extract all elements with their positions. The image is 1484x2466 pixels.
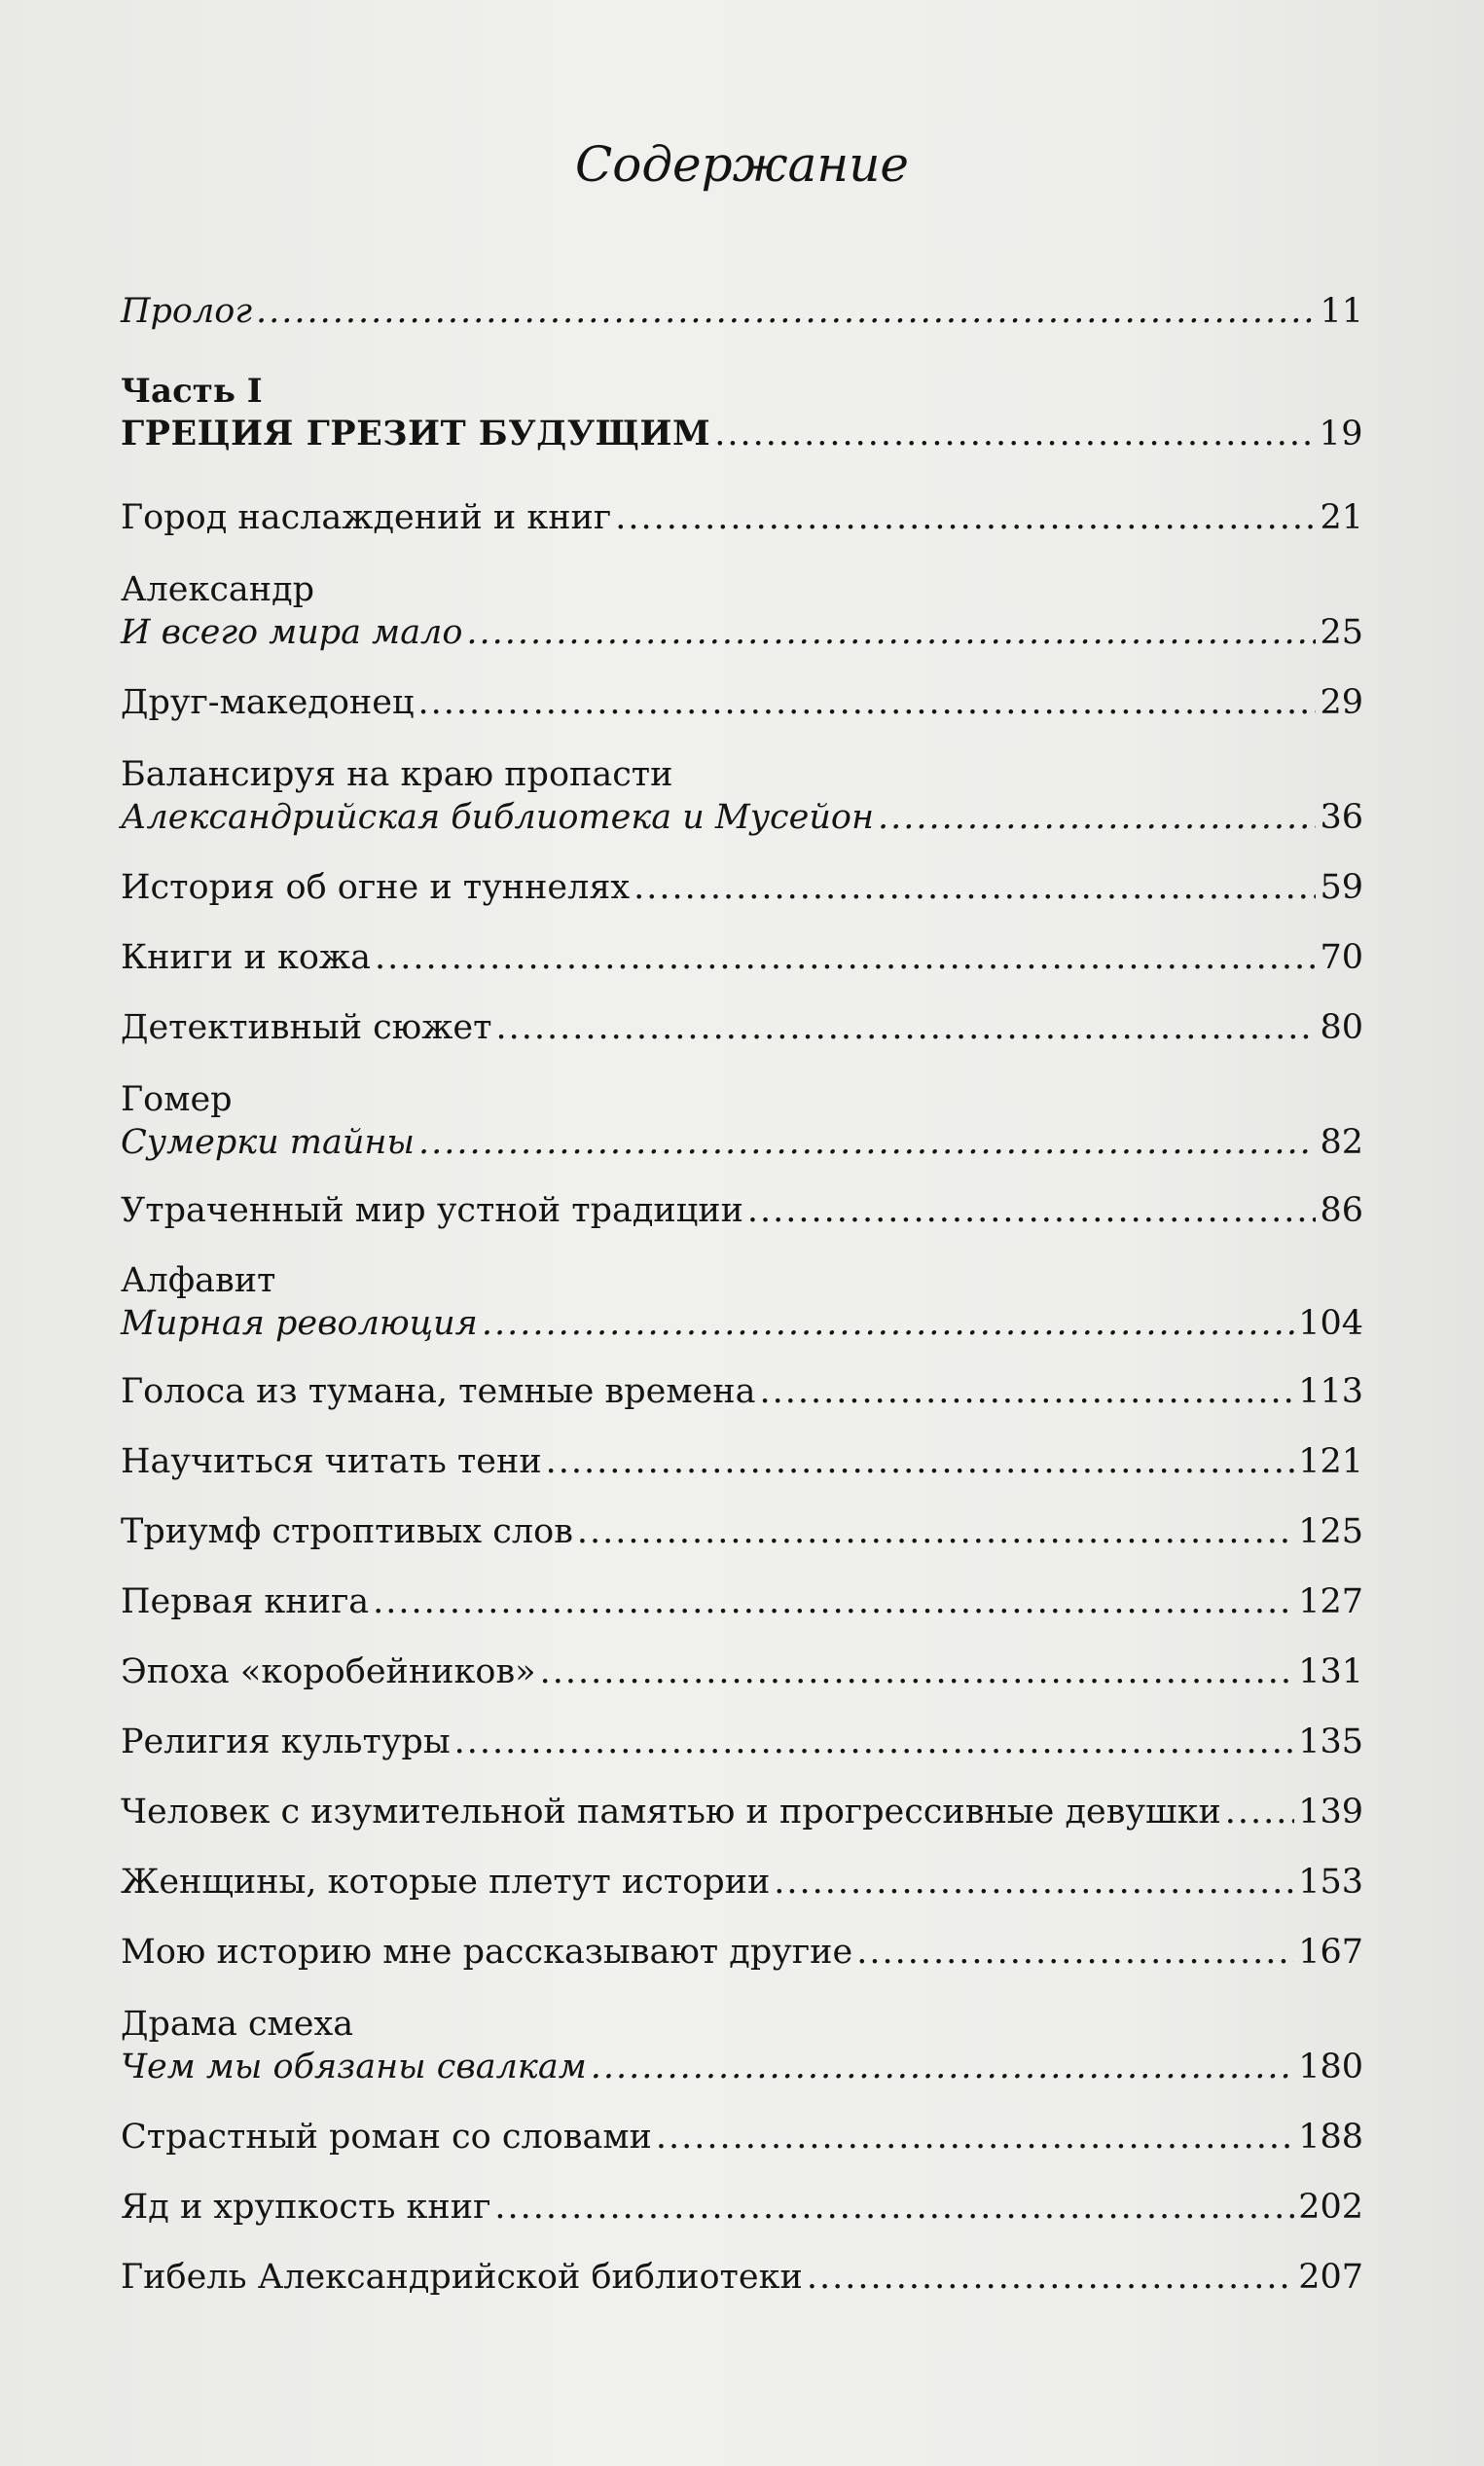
dot-leader xyxy=(256,290,1316,333)
toc-line xyxy=(121,796,1363,839)
dot-leader xyxy=(466,611,1316,654)
toc-line xyxy=(121,866,1363,909)
dot-leader xyxy=(774,1861,1294,1904)
toc-entry xyxy=(121,1650,1363,1693)
toc-page-number: 113 xyxy=(1298,1372,1363,1411)
dot-leader xyxy=(496,1006,1317,1049)
toc-page-number: 121 xyxy=(1298,1442,1363,1481)
toc-entry xyxy=(121,681,1363,724)
toc-entry-title: Яд и хрупкость книг xyxy=(121,2188,491,2227)
toc-entry xyxy=(121,1440,1363,1483)
dot-leader xyxy=(714,413,1315,455)
toc-page-number: 29 xyxy=(1320,683,1363,722)
toc-entry xyxy=(121,568,1363,654)
dot-leader xyxy=(759,1370,1294,1413)
toc-entry-subtitle: Балансируя на краю пропасти xyxy=(121,755,673,794)
toc-entry xyxy=(121,290,1363,333)
toc-entry xyxy=(121,1931,1363,1974)
toc-line xyxy=(121,1006,1363,1049)
toc-entry xyxy=(121,2186,1363,2229)
toc-line xyxy=(121,290,1363,333)
toc-entry xyxy=(121,1006,1363,1049)
toc-line xyxy=(121,611,1363,654)
toc-entry xyxy=(121,1510,1363,1553)
toc-page-number: 207 xyxy=(1298,2258,1363,2297)
toc-entry-title: Триумф строптивых слов xyxy=(121,1512,573,1551)
toc-line xyxy=(121,936,1363,979)
toc-entry xyxy=(121,1078,1363,1164)
toc-page-number: 188 xyxy=(1298,2118,1363,2157)
dot-leader xyxy=(856,1931,1294,1974)
dot-leader xyxy=(546,1440,1295,1483)
toc-line xyxy=(121,1791,1363,1833)
toc-entry-title: Друг-македонец xyxy=(121,683,415,722)
toc-entry-title: Александрийская библиотека и Мусейон xyxy=(121,798,875,837)
toc-entry-title: Гибель Александрийской библиотеки xyxy=(121,2258,803,2297)
toc-page-number: 82 xyxy=(1320,1123,1363,1162)
toc-line xyxy=(121,1650,1363,1693)
toc-page-number: 59 xyxy=(1320,868,1363,907)
toc-page-number: 153 xyxy=(1298,1863,1363,1902)
toc-entry-subtitle: Александр xyxy=(121,570,315,609)
toc-entry-title: Научиться читать тени xyxy=(121,1442,542,1481)
toc-page-number: 36 xyxy=(1320,798,1363,837)
toc-entry-title: Мирная революция xyxy=(121,1304,478,1343)
toc-entry-title: И всего мира мало xyxy=(121,613,463,652)
toc-page-number: 25 xyxy=(1320,613,1363,652)
toc-entry-subtitle: Алфавит xyxy=(121,1261,276,1300)
toc-line xyxy=(121,1861,1363,1904)
toc-entry-title: Сумерки тайны xyxy=(121,1123,415,1162)
toc-line xyxy=(121,1721,1363,1763)
dot-leader xyxy=(656,2116,1294,2158)
toc-entry xyxy=(121,1580,1363,1623)
toc-line xyxy=(121,1931,1363,1974)
dot-leader xyxy=(591,2046,1294,2088)
toc-page-number: 70 xyxy=(1320,938,1363,977)
toc-line xyxy=(121,1440,1363,1483)
toc-line xyxy=(121,1121,1363,1164)
toc-entry-title: Город наслаждений и книг xyxy=(121,498,612,537)
dot-leader xyxy=(482,1302,1294,1345)
toc-entry-title: Пролог xyxy=(121,292,253,331)
toc-line xyxy=(121,2256,1363,2299)
toc-entry-title: Детективный сюжет xyxy=(121,1008,492,1047)
toc-entry-title: Женщины, которые плетут истории xyxy=(121,1863,771,1902)
toc-entry xyxy=(121,866,1363,909)
toc-page-number: 125 xyxy=(1298,1512,1363,1551)
dot-leader xyxy=(577,1510,1294,1553)
dot-leader xyxy=(373,1580,1294,1623)
toc-page-number: 86 xyxy=(1320,1191,1363,1230)
toc-page-number: 19 xyxy=(1319,415,1363,453)
toc-page-number: 80 xyxy=(1320,1008,1363,1047)
toc-entry-title: Утраченный мир устной традиции xyxy=(121,1191,743,1230)
toc-line xyxy=(121,413,1363,455)
toc-entry-title: ГРЕЦИЯ ГРЕЗИТ БУДУЩИМ xyxy=(121,414,711,453)
toc-page-number: 104 xyxy=(1298,1304,1363,1343)
toc-line xyxy=(121,1302,1363,1345)
dot-leader xyxy=(494,2186,1294,2229)
toc-entry xyxy=(121,1259,1363,1345)
toc-entry xyxy=(121,2116,1363,2158)
toc-line xyxy=(121,1370,1363,1413)
toc-page-number: 21 xyxy=(1320,498,1363,537)
page-title: Содержание xyxy=(574,136,910,193)
dot-leader xyxy=(454,1721,1295,1763)
toc-entry-title: Чем мы обязаны свалкам xyxy=(121,2048,587,2086)
toc-page-number: 180 xyxy=(1298,2048,1363,2086)
dot-leader xyxy=(418,1121,1317,1164)
toc-entry-subtitle: Гомер xyxy=(121,1080,233,1119)
toc-line xyxy=(121,1580,1363,1623)
toc-entry xyxy=(121,2256,1363,2299)
toc-line xyxy=(121,496,1363,539)
toc-page-number: 135 xyxy=(1298,1723,1363,1761)
toc-line xyxy=(121,681,1363,724)
toc-line xyxy=(121,1510,1363,1553)
toc-entry-title: Эпоха «коробейников» xyxy=(121,1652,536,1691)
toc-entry xyxy=(121,370,1363,455)
toc-entry-title: Книги и кожа xyxy=(121,938,371,977)
toc-line xyxy=(121,2186,1363,2229)
toc-entry-title: История об огне и туннелях xyxy=(121,868,631,907)
toc-entry-title: Человек с изумительной памятью и прогрессивные девушки xyxy=(121,1793,1221,1831)
toc-line xyxy=(121,1189,1363,1232)
toc-entry xyxy=(121,936,1363,979)
toc-entry-title: Первая книга xyxy=(121,1582,370,1621)
toc-entry xyxy=(121,2003,1363,2088)
dot-leader xyxy=(417,681,1316,724)
toc-line xyxy=(121,2046,1363,2088)
toc-entry xyxy=(121,1861,1363,1904)
toc-page-number: 127 xyxy=(1298,1582,1363,1621)
dot-leader xyxy=(878,796,1316,839)
dot-leader xyxy=(615,496,1316,539)
toc-entry-subtitle: Драма смеха xyxy=(121,2005,354,2044)
toc-entry-title: Мою историю мне рассказывают другие xyxy=(121,1933,853,1972)
toc-entry xyxy=(121,1370,1363,1413)
toc-entry xyxy=(121,753,1363,839)
toc-entry xyxy=(121,1189,1363,1232)
dot-leader xyxy=(807,2256,1294,2299)
toc-page-number: 131 xyxy=(1298,1652,1363,1691)
part-label: Часть I xyxy=(121,372,263,411)
toc-entry-title: Религия культуры xyxy=(121,1723,451,1761)
toc-page-number: 167 xyxy=(1298,1933,1363,1972)
toc-entry xyxy=(121,1721,1363,1763)
toc-entry xyxy=(121,496,1363,539)
toc-page-number: 139 xyxy=(1298,1793,1363,1831)
dot-leader xyxy=(633,866,1316,909)
toc-entry-title: Голоса из тумана, темные времена xyxy=(121,1372,756,1411)
dot-leader xyxy=(1225,1791,1294,1833)
toc-entry-title: Страстный роман со словами xyxy=(121,2118,652,2157)
toc-page-number: 11 xyxy=(1320,292,1363,331)
dot-leader xyxy=(375,936,1316,979)
dot-leader xyxy=(747,1189,1317,1232)
toc-page-number: 202 xyxy=(1298,2188,1363,2227)
toc-line xyxy=(121,2116,1363,2158)
dot-leader xyxy=(540,1650,1295,1693)
toc-entry xyxy=(121,1791,1363,1833)
